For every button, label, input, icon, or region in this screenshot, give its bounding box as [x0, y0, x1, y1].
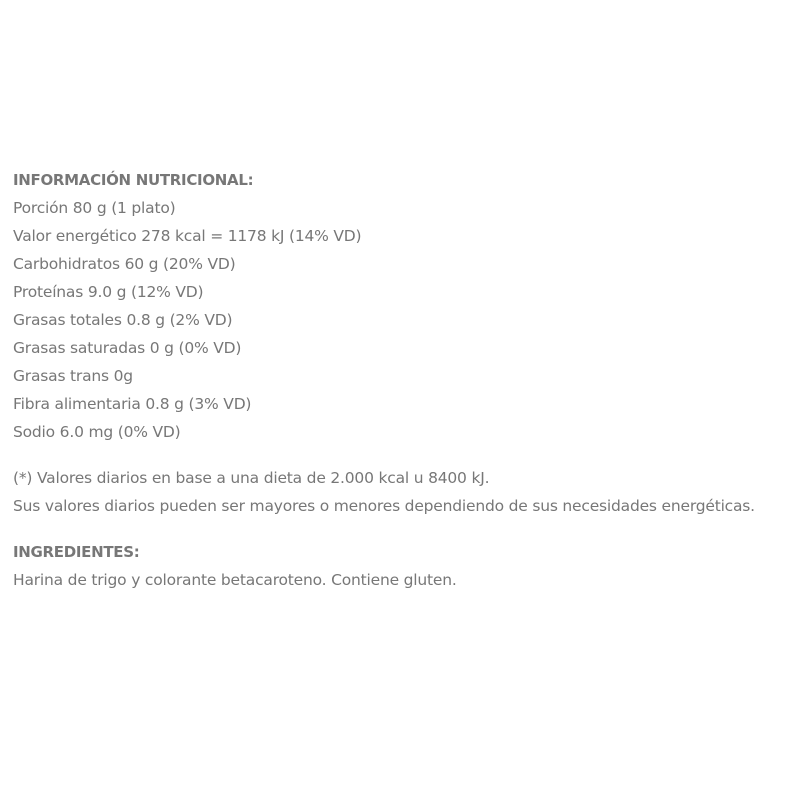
daily-value-disclaimer: Sus valores diarios pueden ser mayores o menores dependiendo de sus necesidades energéticas.	[13, 497, 755, 515]
nutrition-line-total-fat: Grasas totales 0.8 g (2% VD)	[13, 311, 233, 329]
nutrition-heading: INFORMACIÓN NUTRICIONAL:	[13, 171, 254, 189]
ingredients-text: Harina de trigo y colorante betacaroteno. Contiene gluten.	[13, 571, 457, 589]
nutrition-line-saturated-fat: Grasas saturadas 0 g (0% VD)	[13, 339, 242, 357]
nutrition-line-fiber: Fibra alimentaria 0.8 g (3% VD)	[13, 395, 252, 413]
daily-value-notes	[13, 464, 793, 520]
nutrition-line-protein: Proteínas 9.0 g (12% VD)	[13, 283, 204, 301]
daily-value-note: (*) Valores diarios en base a una dieta de 2.000 kcal u 8400 kJ.	[13, 469, 490, 487]
nutrition-line-trans-fat: Grasas trans 0g	[13, 367, 133, 385]
nutrition-line-sodium: Sodio 6.0 mg (0% VD)	[13, 423, 181, 441]
spacer	[13, 446, 793, 464]
nutrition-line-energy: Valor energético 278 kcal = 1178 kJ (14% VD)	[13, 227, 362, 245]
product-info	[13, 166, 793, 594]
nutrition-line-portion: Porción 80 g (1 plato)	[13, 199, 176, 217]
spacer	[13, 520, 793, 538]
nutrition-list	[13, 194, 793, 446]
nutrition-line-carbs: Carbohidratos 60 g (20% VD)	[13, 255, 236, 273]
ingredients-heading: INGREDIENTES:	[13, 543, 140, 561]
